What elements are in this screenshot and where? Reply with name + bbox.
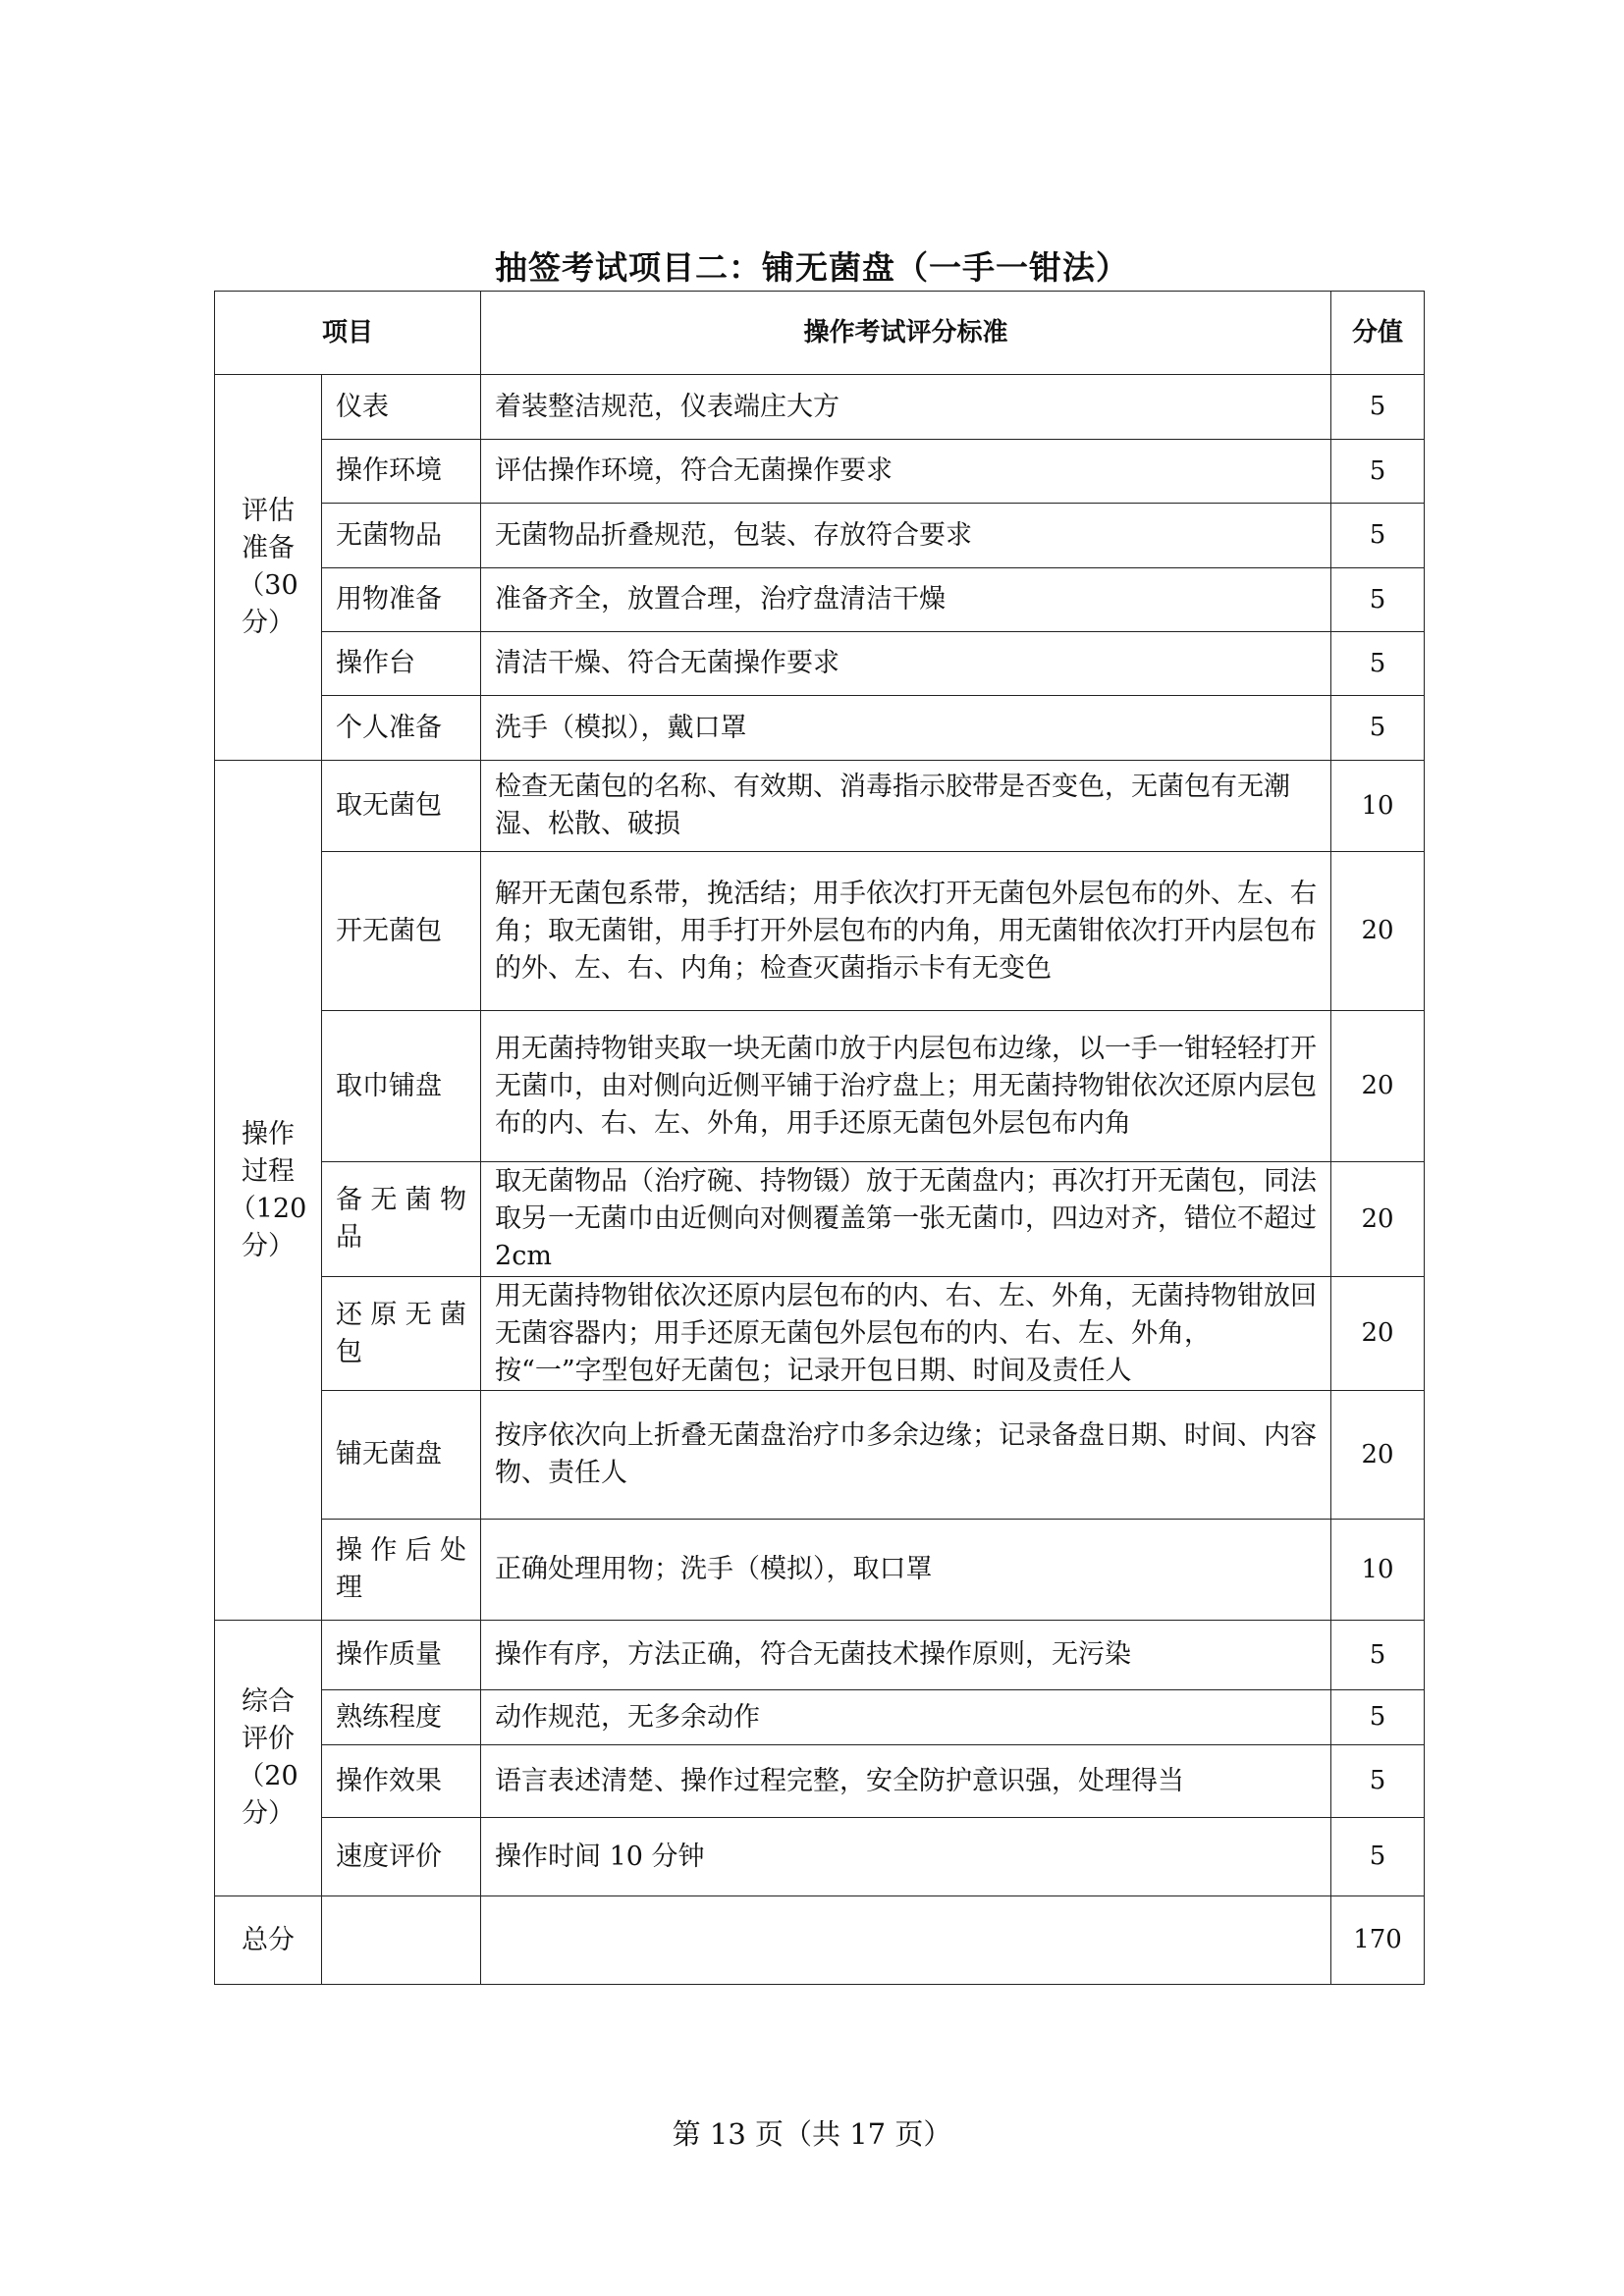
- row-item: 铺无菌盘: [322, 1391, 481, 1520]
- table-row: [215, 440, 1425, 504]
- scoring-table: [214, 291, 1425, 1985]
- row-score: 5: [1331, 696, 1425, 761]
- header-item: 项目: [215, 292, 481, 375]
- table-row: [215, 504, 1425, 568]
- total-criteria: [481, 1896, 1331, 1985]
- row-item: 开无菌包: [322, 852, 481, 1011]
- row-criteria: 操作时间 10 分钟: [481, 1818, 1331, 1896]
- header-score: 分值: [1331, 292, 1425, 375]
- table-row: [215, 375, 1425, 440]
- row-criteria: 准备齐全，放置合理，治疗盘清洁干燥: [481, 568, 1331, 632]
- table-row: [215, 632, 1425, 696]
- row-item: 无菌物品: [322, 504, 481, 568]
- table-row: [215, 1690, 1425, 1745]
- row-criteria: 着装整洁规范，仪表端庄大方: [481, 375, 1331, 440]
- row-criteria: 清洁干燥、符合无菌操作要求: [481, 632, 1331, 696]
- row-criteria: 操作有序，方法正确，符合无菌技术操作原则，无污染: [481, 1621, 1331, 1690]
- header-criteria: 操作考试评分标准: [481, 292, 1331, 375]
- section-category: 操作过程（120分）: [215, 761, 322, 1621]
- row-criteria: 洗手（模拟），戴口罩: [481, 696, 1331, 761]
- table-row: [215, 1011, 1425, 1162]
- row-criteria: 语言表述清楚、操作过程完整，安全防护意识强，处理得当: [481, 1745, 1331, 1818]
- table-row: [215, 852, 1425, 1011]
- row-score: 20: [1331, 1277, 1425, 1391]
- row-criteria: 检查无菌包的名称、有效期、消毒指示胶带是否变色，无菌包有无潮湿、松散、破损: [481, 761, 1331, 852]
- section-category: 综合评价（20分）: [215, 1621, 322, 1896]
- table-row: [215, 1520, 1425, 1621]
- row-item: 取巾铺盘: [322, 1011, 481, 1162]
- row-item: 取无菌包: [322, 761, 481, 852]
- page-footer: 第 13 页（共 17 页）: [672, 2117, 952, 2151]
- row-score: 5: [1331, 1690, 1425, 1745]
- row-item: 用物准备: [322, 568, 481, 632]
- row-item: 操作台: [322, 632, 481, 696]
- row-score: 20: [1331, 852, 1425, 1011]
- row-score: 5: [1331, 375, 1425, 440]
- row-item: 操作环境: [322, 440, 481, 504]
- row-score: 20: [1331, 1391, 1425, 1520]
- row-criteria: 用无菌持物钳依次还原内层包布的内、右、左、外角，无菌持物钳放回无菌容器内；用手还原无菌包外层包布的内、右、左、外角，按“一”字型包好无菌包；记录开包日期、时间及责任人: [481, 1277, 1331, 1391]
- row-item: 操作效果: [322, 1745, 481, 1818]
- row-item: 速度评价: [322, 1818, 481, 1896]
- row-item: 操作后处理: [322, 1520, 481, 1621]
- row-item: 熟练程度: [322, 1690, 481, 1745]
- row-score: 10: [1331, 761, 1425, 852]
- table-row: [215, 1391, 1425, 1520]
- table-row: [215, 568, 1425, 632]
- row-item: 个人准备: [322, 696, 481, 761]
- row-criteria: 解开无菌包系带，挽活结；用手依次打开无菌包外层包布的外、左、右角；取无菌钳，用手打开外层包布的内角，用无菌钳依次打开内层包布的外、左、右、内角；检查灭菌指示卡有无变色: [481, 852, 1331, 1011]
- table-row: [215, 761, 1425, 852]
- row-score: 5: [1331, 1818, 1425, 1896]
- row-criteria: 动作规范，无多余动作: [481, 1690, 1331, 1745]
- total-row: [215, 1896, 1425, 1985]
- section-category: 评估准备（30分）: [215, 375, 322, 761]
- table-row: [215, 696, 1425, 761]
- row-item: 仪表: [322, 375, 481, 440]
- row-score: 5: [1331, 1621, 1425, 1690]
- row-score: 5: [1331, 632, 1425, 696]
- table-row: [215, 1745, 1425, 1818]
- row-score: 5: [1331, 1745, 1425, 1818]
- row-score: 10: [1331, 1520, 1425, 1621]
- total-label: 总分: [215, 1896, 322, 1985]
- row-item: 备无菌物品: [322, 1162, 481, 1277]
- page-title: 抽签考试项目二：铺无菌盘（一手一钳法）: [495, 248, 1129, 287]
- table-row: [215, 1277, 1425, 1391]
- row-criteria: 用无菌持物钳夹取一块无菌巾放于内层包布边缘，以一手一钳轻轻打开无菌巾，由对侧向近侧平铺于治疗盘上；用无菌持物钳依次还原内层包布的内、右、左、外角，用手还原无菌包外层包布内角: [481, 1011, 1331, 1162]
- table-row: [215, 1162, 1425, 1277]
- row-criteria: 正确处理用物；洗手（模拟），取口罩: [481, 1520, 1331, 1621]
- row-criteria: 无菌物品折叠规范，包装、存放符合要求: [481, 504, 1331, 568]
- row-score: 5: [1331, 440, 1425, 504]
- row-score: 20: [1331, 1011, 1425, 1162]
- row-score: 20: [1331, 1162, 1425, 1277]
- row-criteria: 取无菌物品（治疗碗、持物镊）放于无菌盘内；再次打开无菌包，同法取另一无菌巾由近侧向对侧覆盖第一张无菌巾，四边对齐，错位不超过 2cm: [481, 1162, 1331, 1277]
- row-item: 操作质量: [322, 1621, 481, 1690]
- row-item: 还原无菌包: [322, 1277, 481, 1391]
- table-row: [215, 1621, 1425, 1690]
- total-item: [322, 1896, 481, 1985]
- table-row: [215, 1818, 1425, 1896]
- row-criteria: 评估操作环境，符合无菌操作要求: [481, 440, 1331, 504]
- row-score: 5: [1331, 568, 1425, 632]
- table-header-row: [215, 292, 1425, 375]
- total-score: 170: [1331, 1896, 1425, 1985]
- row-criteria: 按序依次向上折叠无菌盘治疗巾多余边缘；记录备盘日期、时间、内容物、责任人: [481, 1391, 1331, 1520]
- row-score: 5: [1331, 504, 1425, 568]
